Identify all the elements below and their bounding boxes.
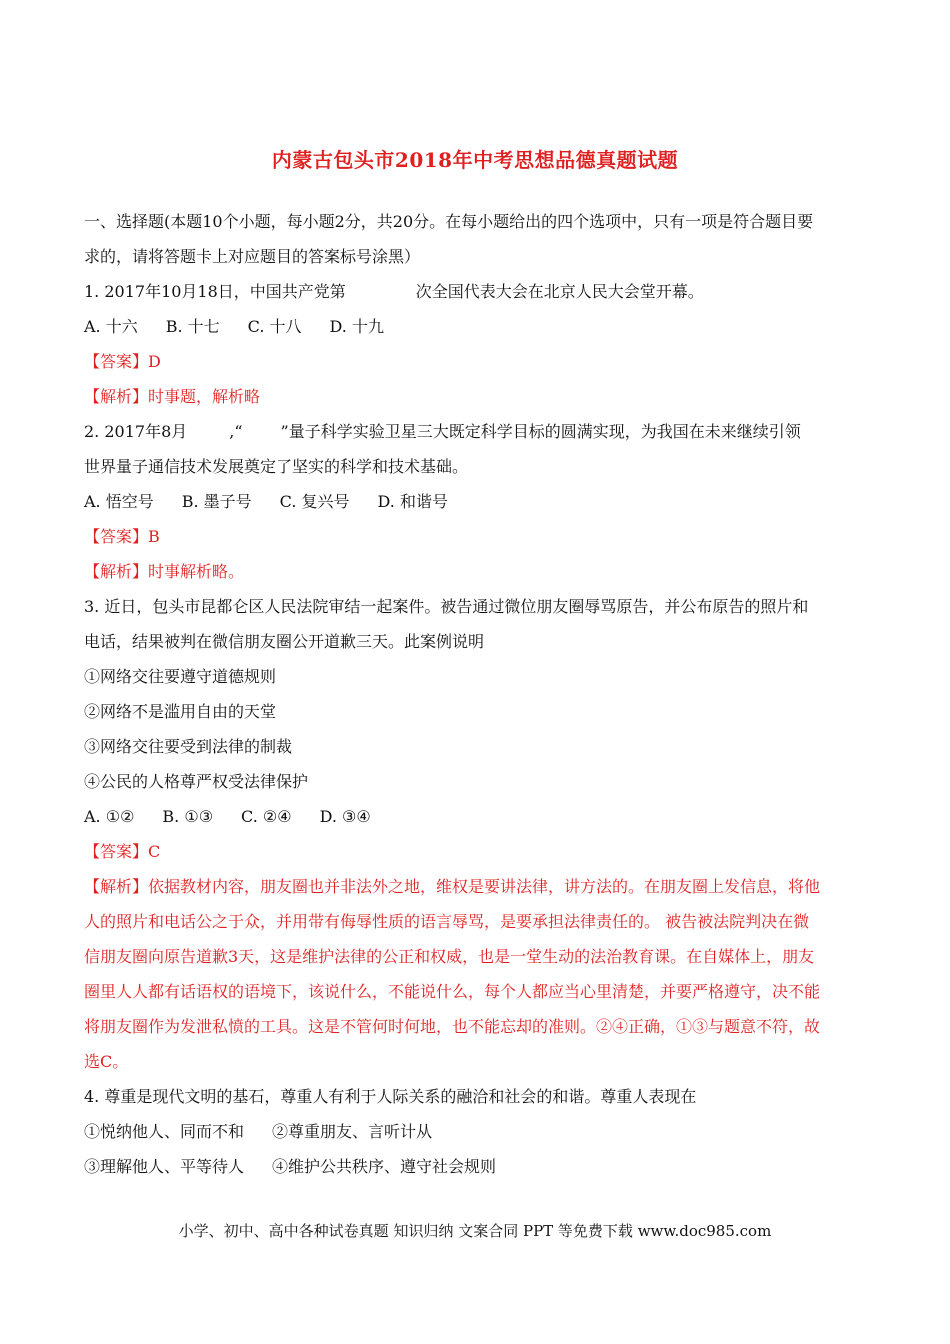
answer-value: B bbox=[148, 527, 160, 546]
q1-option-c: C. 十八 bbox=[247, 317, 302, 336]
q3-option-b: B. ①③ bbox=[162, 807, 214, 826]
q2-analysis bbox=[84, 554, 866, 589]
q3-answer bbox=[84, 834, 866, 869]
q1-options bbox=[84, 309, 866, 344]
q3-item-2: ②网络不是滥用自由的天堂 bbox=[84, 702, 277, 721]
analysis-tag: 【解析】 bbox=[84, 562, 149, 581]
q1-analysis bbox=[84, 379, 866, 414]
analysis-text: 时事题，解析略 bbox=[148, 387, 261, 406]
q1-option-a: A. 十六 bbox=[84, 317, 138, 336]
q4-item-3: ③理解他人、平等待人 bbox=[84, 1157, 245, 1176]
analysis-text: 时事解析略。 bbox=[148, 562, 245, 581]
section-instruction-line1: 一、选择题(本题10个小题，每小题2分，共20分。在每小题给出的四个选项中，只有一项是符合题目要 bbox=[84, 212, 814, 231]
q3-option-d: D. ③④ bbox=[319, 807, 371, 826]
q4-item-4: ④维护公共秩序、遵守社会规则 bbox=[272, 1157, 497, 1176]
q3-stem-line1: 3. 近日，包头市昆都仑区人民法院审结一起案件。被告通过微位朋友圈辱骂原告，并公布原告的照片和 bbox=[84, 597, 809, 616]
q3-item-1: ①网络交往要遵守道德规则 bbox=[84, 667, 277, 686]
document-body bbox=[84, 204, 866, 1184]
q4-items-row1 bbox=[84, 1114, 866, 1149]
section-instruction-line2: 求的，请将答题卡上对应题目的答案标号涂黑） bbox=[84, 247, 421, 266]
q1-option-b: B. 十七 bbox=[165, 317, 220, 336]
q4-item-1: ①悦纳他人、同而不和 bbox=[84, 1122, 245, 1141]
q2-options bbox=[84, 484, 866, 519]
q3-analysis-line5: 将朋友圈作为发泄私愤的工具。这是不管何时何地，也不能忘却的准则。②④正确，①③与题意不符，故 bbox=[84, 1017, 821, 1036]
answer-value: C bbox=[148, 842, 161, 861]
q3-option-a: A. ①② bbox=[84, 807, 135, 826]
q3-item-3: ③网络交往要受到法律的制裁 bbox=[84, 737, 293, 756]
answer-tag: 【答案】 bbox=[84, 527, 149, 546]
q4-stem: 4. 尊重是现代文明的基石，尊重人有利于人际关系的融洽和社会的和谐。尊重人表现在 bbox=[84, 1087, 697, 1106]
q4-items-row2 bbox=[84, 1149, 866, 1184]
q3-analysis-line6: 选C。 bbox=[84, 1052, 129, 1071]
q1-answer bbox=[84, 344, 866, 379]
answer-tag: 【答案】 bbox=[84, 842, 149, 861]
q1-stem-part-a: 1. 2017年10月18日，中国共产党第 bbox=[84, 282, 346, 301]
page-title: 内蒙古包头市2018年中考思想品德真题试题 bbox=[271, 148, 679, 172]
q3-analysis-line4: 圈里人人都有话语权的语境下，该说什么，不能说什么，每个人都应当心里清楚，并要严格遵守，决不能 bbox=[84, 982, 821, 1001]
q2-stem-part-b: ,“ bbox=[229, 422, 243, 441]
answer-value: D bbox=[148, 352, 161, 371]
q2-stem-line2: 世界量子通信技术发展奠定了坚实的科学和技术基础。 bbox=[84, 457, 469, 476]
q3-options bbox=[84, 799, 866, 834]
q3-analysis-line3: 信朋友圈向原告道歉3天，这是维护法律的公正和权威，也是一堂生动的法治教育课。在自媒体上，朋友 bbox=[84, 947, 815, 966]
q2-stem bbox=[84, 414, 866, 449]
q3-stem-line2: 电话，结果被判在微信朋友圈公开道歉三天。此案例说明 bbox=[84, 632, 485, 651]
analysis-tag: 【解析】 bbox=[84, 877, 149, 896]
q2-option-a: A. 悟空号 bbox=[84, 492, 154, 511]
q3-analysis-line1 bbox=[84, 869, 866, 904]
answer-tag: 【答案】 bbox=[84, 352, 149, 371]
q2-answer bbox=[84, 519, 866, 554]
q2-stem-part-a: 2. 2017年8月 bbox=[84, 422, 188, 441]
q2-stem-part-c: ”量子科学实验卫星三大既定科学目标的圆满实现，为我国在未来继续引领 bbox=[280, 422, 801, 441]
q1-stem bbox=[84, 274, 866, 309]
q3-item-4: ④公民的人格尊严权受法律保护 bbox=[84, 772, 309, 791]
q2-option-c: C. 复兴号 bbox=[279, 492, 350, 511]
q3-analysis-line2: 人的照片和电话公之于众，并用带有侮辱性质的语言辱骂，是要承担法律责任的。 被告被法院判决在微 bbox=[84, 912, 810, 931]
q1-option-d: D. 十九 bbox=[329, 317, 384, 336]
analysis-text: 依据教材内容，朋友圈也并非法外之地，维权是要讲法律，讲方法的。在朋友圈上发信息，将他 bbox=[148, 877, 821, 896]
q1-stem-part-b: 次全国代表大会在北京人民大会堂开幕。 bbox=[415, 282, 704, 301]
q3-option-c: C. ②④ bbox=[241, 807, 292, 826]
q4-item-2: ②尊重朋友、言听计从 bbox=[272, 1122, 433, 1141]
analysis-tag: 【解析】 bbox=[84, 387, 149, 406]
q2-option-b: B. 墨子号 bbox=[181, 492, 252, 511]
q2-option-d: D. 和谐号 bbox=[377, 492, 448, 511]
page-footer: 小学、初中、高中各种试卷真题 知识归纳 文案合同 PPT 等免费下载 www.doc985.com bbox=[178, 1222, 772, 1240]
